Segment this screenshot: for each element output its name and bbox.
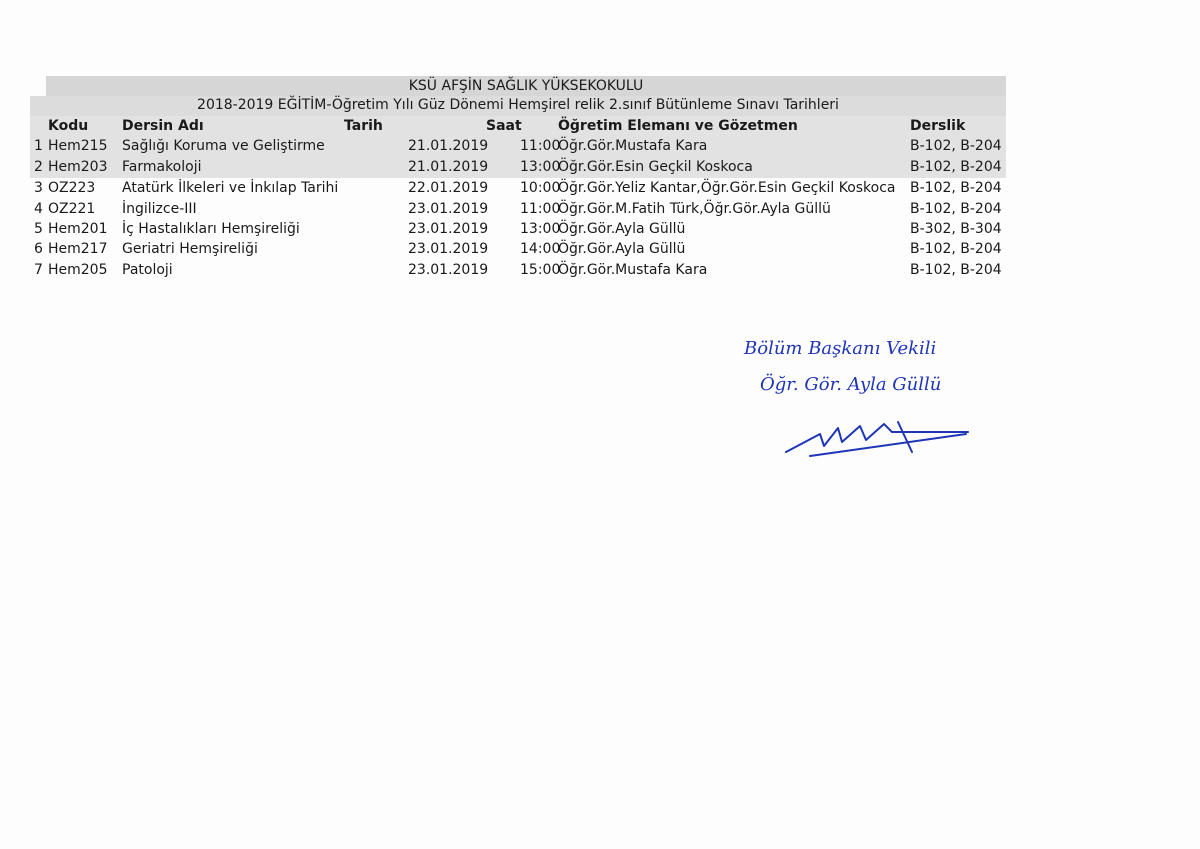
document-title: KSÜ AFŞİN SAĞLIK YÜKSEKOKULU [408, 78, 644, 94]
table-row [0, 159, 1200, 180]
row-number: 2 [34, 159, 43, 175]
course-name: Patoloji [122, 262, 173, 278]
row-number: 4 [34, 201, 43, 217]
row-number: 5 [34, 221, 43, 237]
course-code: Hem201 [48, 221, 108, 237]
exam-date: 23.01.2019 [408, 201, 489, 217]
exam-date: 22.01.2019 [408, 180, 489, 196]
exam-date: 23.01.2019 [408, 221, 489, 237]
column-header-code: Kodu [48, 118, 89, 134]
exam-time: 11:00 [520, 201, 561, 217]
course-name: Farmakoloji [122, 159, 202, 175]
classroom: B-302, B-304 [910, 221, 1002, 237]
exam-date: 21.01.2019 [408, 138, 489, 154]
exam-time: 15:00 [520, 262, 561, 278]
column-header-time: Saat [486, 118, 522, 134]
course-code: Hem205 [48, 262, 108, 278]
table-row [0, 241, 1200, 262]
course-code: OZ223 [48, 180, 96, 196]
classroom: B-102, B-204 [910, 159, 1002, 175]
course-name: Sağlığı Koruma ve Geliştirme [122, 138, 325, 154]
instructor: Öğr.Gör.Esin Geçkil Koskoca [558, 159, 753, 175]
classroom: B-102, B-204 [910, 241, 1002, 257]
row-number: 1 [34, 138, 43, 154]
exam-time: 13:00 [520, 221, 561, 237]
exam-time: 14:00 [520, 241, 561, 257]
classroom: B-102, B-204 [910, 262, 1002, 278]
table-row [0, 221, 1200, 242]
table-row [0, 262, 1200, 283]
handwritten-signature [780, 412, 970, 460]
course-name: Atatürk İlkeleri ve İnkılap Tarihi [122, 180, 339, 196]
exam-date: 21.01.2019 [408, 159, 489, 175]
column-header-name: Dersin Adı [122, 118, 204, 134]
course-name: İç Hastalıkları Hemşireliği [122, 221, 300, 237]
instructor: Öğr.Gör.M.Fatih Türk,Öğr.Gör.Ayla Güllü [558, 201, 831, 217]
course-name: Geriatri Hemşireliği [122, 241, 258, 257]
course-code: Hem215 [48, 138, 108, 154]
signature-title: Bölüm Başkanı Vekili [744, 338, 937, 359]
course-code: Hem217 [48, 241, 108, 257]
exam-time: 13:00 [520, 159, 561, 175]
document-subtitle: 2018-2019 EĞİTİM-Öğretim Yılı Güz Dönemi Hemşirel relik 2.sınıf Bütünleme Sınavı Tarihleri [197, 97, 839, 113]
column-header-date: Tarih [344, 118, 383, 134]
instructor: Öğr.Gör.Yeliz Kantar,Öğr.Gör.Esin Geçkil Koskoca [558, 180, 896, 196]
classroom: B-102, B-204 [910, 180, 1002, 196]
course-code: OZ221 [48, 201, 96, 217]
exam-date: 23.01.2019 [408, 262, 489, 278]
table-row [0, 180, 1200, 201]
instructor: Öğr.Gör.Ayla Güllü [558, 221, 686, 237]
row-number: 6 [34, 241, 43, 257]
course-name: İngilizce-III [122, 201, 197, 217]
instructor: Öğr.Gör.Mustafa Kara [558, 262, 708, 278]
exam-time: 11:00 [520, 138, 561, 154]
classroom: B-102, B-204 [910, 138, 1002, 154]
table-row [0, 138, 1200, 159]
classroom: B-102, B-204 [910, 201, 1002, 217]
exam-time: 10:00 [520, 180, 561, 196]
row-number: 3 [34, 180, 43, 196]
column-header-staff: Öğretim Elemanı ve Gözetmen [558, 118, 798, 134]
table-row [0, 201, 1200, 222]
row-number: 7 [34, 262, 43, 278]
course-code: Hem203 [48, 159, 108, 175]
instructor: Öğr.Gör.Mustafa Kara [558, 138, 708, 154]
column-header-room: Derslik [910, 118, 966, 134]
signature-name: Öğr. Gör. Ayla Güllü [760, 374, 942, 395]
instructor: Öğr.Gör.Ayla Güllü [558, 241, 686, 257]
exam-date: 23.01.2019 [408, 241, 489, 257]
